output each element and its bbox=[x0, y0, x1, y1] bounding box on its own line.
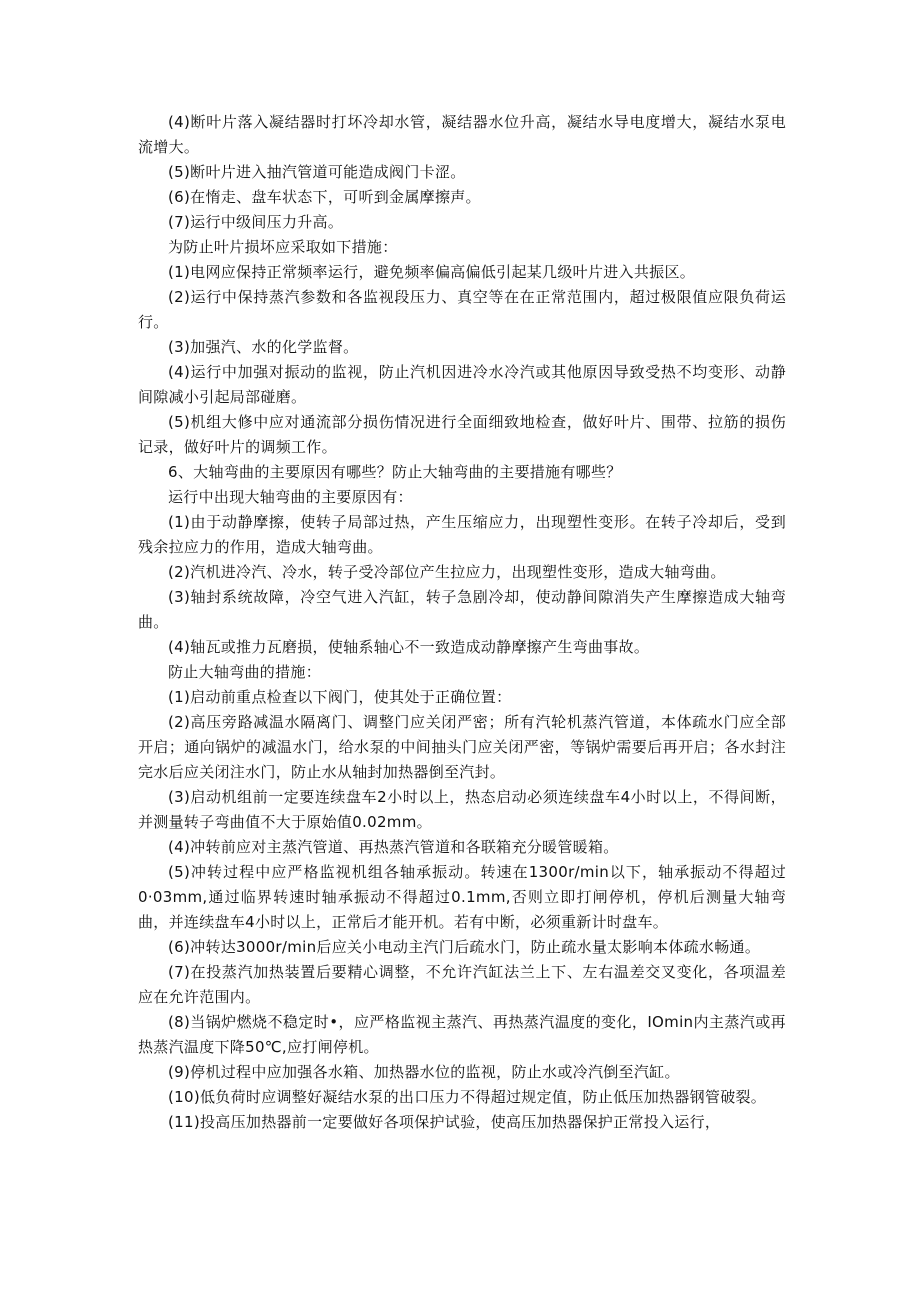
paragraph: (4)冲转前应对主蒸汽管道、再热蒸汽管道和各联箱充分暖管暖箱。 bbox=[168, 838, 619, 856]
paragraph: (4)断叶片落入凝结器时打坏冷却水管，凝结器水位升高，凝结水导电度增大，凝结水泵电流增大。 bbox=[138, 113, 786, 156]
paragraph: (3)加强汽、水的化学监督。 bbox=[168, 338, 359, 356]
paragraph: (7)在投蒸汽加热装置后要精心调整，不允许汽缸法兰上下、左右温差交叉变化，各项温差应在允许范围内。 bbox=[138, 963, 786, 1006]
paragraph: (6)冲转达3000r/min后应关小电动主汽门后疏水门，防止疏水量太影响本体疏水畅通。 bbox=[168, 938, 761, 956]
paragraph: (1)电网应保持正常频率运行，避免频率偏高偏低引起某几级叶片进入共振区。 bbox=[168, 263, 696, 281]
paragraph: (1)启动前重点检查以下阀门，使其处于正确位置： bbox=[168, 688, 512, 706]
paragraph: (10)低负荷时应调整好凝结水泵的出口压力不得超过规定值，防止低压加热器钢管破裂。 bbox=[168, 1088, 767, 1106]
paragraph: (2)汽机进冷汽、冷水，转子受冷部位产生拉应力，出现塑性变形，造成大轴弯曲。 bbox=[168, 563, 726, 581]
paragraph: (3)启动机组前一定要连续盘车2小时以上，热态启动必须连续盘车4小时以上，不得间断，并测量转子弯曲值不大于原始值0.02mm。 bbox=[138, 788, 786, 831]
paragraph: 运行中出现大轴弯曲的主要原因有： bbox=[168, 488, 413, 506]
paragraph: (8)当锅炉燃烧不稳定时•，应严格监视主蒸汽、再热蒸汽温度的变化，IOmin内主蒸汽或再热蒸汽温度下降50℃,应打闸停机。 bbox=[138, 1013, 786, 1056]
document-body bbox=[138, 110, 786, 1135]
paragraph: (3)轴封系统故障，冷空气进入汽缸，转子急剧冷却，使动静间隙消失产生摩擦造成大轴弯曲。 bbox=[138, 588, 786, 631]
paragraph: (11)投高压加热器前一定要做好各项保护试验，使高压加热器保护正常投入运行， bbox=[168, 1113, 721, 1131]
question-heading: 6、大轴弯曲的主要原因有哪些？防止大轴弯曲的主要措施有哪些？ bbox=[168, 463, 622, 481]
paragraph: (9)停机过程中应加强各水箱、加热器水位的监视，防止水或冷汽倒至汽缸。 bbox=[168, 1063, 680, 1081]
paragraph: (5)机组大修中应对通流部分损伤情况进行全面细致地检查，做好叶片、围带、拉筋的损伤记录，做好叶片的调频工作。 bbox=[138, 413, 786, 456]
paragraph: 为防止叶片损坏应采取如下措施： bbox=[168, 238, 398, 256]
paragraph: (4)轴瓦或推力瓦磨损，使轴系轴心不一致造成动静摩擦产生弯曲事故。 bbox=[168, 638, 650, 656]
paragraph: (6)在惰走、盘车状态下，可听到金属摩擦声。 bbox=[168, 188, 481, 206]
paragraph: (1)由于动静摩擦，使转子局部过热，产生压缩应力，出现塑性变形。在转子冷却后，受到残余拉应力的作用，造成大轴弯曲。 bbox=[138, 513, 786, 556]
paragraph: (5)冲转过程中应严格监视机组各轴承振动。转速在1300r/min以下，轴承振动不得超过0·03mm,通过临界转速时轴承振动不得超过0.1mm,否则立即打闸停机，停机后测量大轴弯曲，并连续盘车4小时以上，正常后才能开机。若有中断，必须重新计时盘车。 bbox=[138, 863, 786, 931]
paragraph: (4)运行中加强对振动的监视，防止汽机因进冷水冷汽或其他原因导致受热不均变形、动静间隙减小引起局部碰磨。 bbox=[138, 363, 786, 406]
paragraph: (7)运行中级间压力升高。 bbox=[168, 213, 344, 231]
paragraph: 防止大轴弯曲的措施： bbox=[168, 663, 322, 681]
paragraph: (2)运行中保持蒸汽参数和各监视段压力、真空等在在正常范围内，超过极限值应限负荷运行。 bbox=[138, 288, 786, 331]
paragraph: (5)断叶片进入抽汽管道可能造成阀门卡涩。 bbox=[168, 163, 466, 181]
paragraph: (2)高压旁路减温水隔离门、调整门应关闭严密；所有汽轮机蒸汽管道，本体疏水门应全部开启；通向锅炉的减温水门，给水泵的中间抽头门应关闭严密，等锅炉需要后再开启；各水封注完水后应关闭注水门，防止水从轴封加热器倒至汽封。 bbox=[138, 713, 786, 781]
